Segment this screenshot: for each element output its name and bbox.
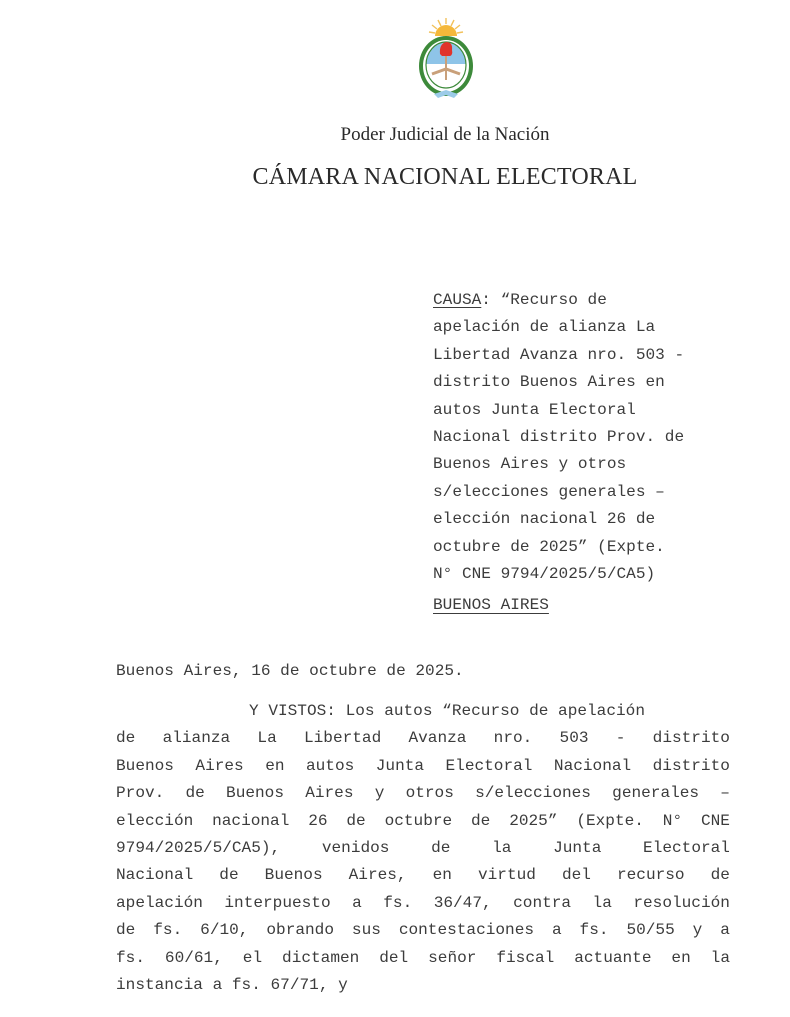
institution-heading: Poder Judicial de la Nación [340, 124, 550, 145]
body-word: sus [351, 921, 381, 940]
body-word: de [431, 838, 451, 857]
causa-label: CAUSA [433, 291, 482, 309]
body-word: del [379, 948, 409, 967]
body-word: fs. [153, 921, 183, 940]
resolution-body-paragraph [116, 698, 730, 999]
body-word: N° [662, 811, 683, 830]
body-word: Junta [375, 756, 425, 775]
causa-line: autos Junta Electoral [433, 400, 636, 419]
body-word: dictamen [282, 948, 360, 967]
body-word: obrando [266, 921, 334, 940]
body-word: de [116, 921, 136, 940]
body-word: octubre [384, 811, 453, 830]
body-word: del [561, 866, 591, 885]
body-word: a [551, 921, 562, 940]
body-word: Buenos [116, 756, 174, 775]
body-word: Prov. [116, 784, 165, 803]
body-word: generales [612, 784, 700, 803]
body-word: a [352, 893, 362, 912]
body-line [116, 808, 730, 835]
body-word: la [592, 893, 612, 912]
coat-of-arms-icon [416, 14, 476, 102]
body-word: Libertad [303, 729, 382, 748]
body-word: Aires [305, 784, 354, 803]
causa-line: distrito Buenos Aires en [433, 373, 665, 392]
body-line [116, 753, 730, 780]
body-word: Junta [553, 838, 602, 857]
body-word: 26 [308, 811, 328, 830]
body-word: venidos [321, 838, 390, 857]
body-word: contra [513, 893, 572, 912]
date-line: Buenos Aires, 16 de octubre de 2025. [116, 662, 464, 680]
causa-line: N° CNE 9794/2025/5/CA5) [433, 565, 656, 584]
causa-line: s/elecciones generales – [433, 482, 665, 501]
causa-line: elección nacional 26 de [433, 510, 656, 529]
body-word: 50/55 [626, 921, 675, 940]
jurisdiction-label: BUENOS AIRES [433, 596, 549, 614]
body-word: resolución [633, 893, 730, 912]
body-line [116, 835, 730, 862]
body-word: de [471, 811, 491, 830]
body-word: Aires, [348, 866, 407, 885]
body-word: fs. [383, 893, 413, 912]
body-word: interpuesto [224, 893, 331, 912]
body-word: Buenos [264, 866, 323, 885]
causa-line: octubre de 2025” (Expte. [433, 537, 665, 556]
body-word: a [720, 921, 730, 940]
body-word: 503 [559, 729, 589, 748]
body-word: Aires [195, 756, 244, 775]
body-word: distrito [652, 729, 730, 748]
body-word: 36/47, [433, 893, 492, 912]
body-word: en [432, 866, 452, 885]
body-word: autos [305, 756, 355, 775]
body-word: recurso [616, 866, 685, 885]
body-word: de [116, 729, 136, 748]
body-line: Y VISTOS: Los autos “Recurso de apelación [249, 702, 645, 720]
body-line [116, 917, 730, 944]
body-word: Electoral [643, 838, 730, 857]
body-word: de [710, 866, 730, 885]
body-word: distrito [652, 756, 730, 775]
body-line [116, 945, 730, 972]
body-word: en [265, 756, 285, 775]
body-word: instancia a fs. 67/71, y [116, 975, 348, 994]
body-word: (Expte. [576, 811, 644, 830]
body-word: nacional [212, 811, 290, 830]
body-word: 9794/2025/5/CA5), [116, 838, 281, 857]
body-word: s/elecciones [475, 784, 591, 803]
body-word: elección [116, 811, 194, 830]
causa-line: Libertad Avanza nro. 503 - [433, 345, 685, 364]
causa-line: Buenos Aires y otros [433, 455, 627, 474]
body-word: Nacional [553, 756, 632, 775]
body-word: CNE [700, 811, 730, 830]
body-word: actuante [574, 948, 652, 967]
body-word: La [257, 729, 277, 748]
body-word: Avanza [408, 729, 467, 748]
body-word: de [346, 811, 366, 830]
body-line [116, 725, 730, 752]
body-word: de [185, 784, 205, 803]
body-word: fs. [116, 948, 145, 967]
causa-line: Nacional distrito Prov. de [433, 428, 685, 447]
case-caption-block [433, 287, 743, 588]
body-word: el [242, 948, 263, 967]
body-word: Nacional [116, 866, 194, 885]
body-word: la [710, 948, 730, 967]
body-word: en [671, 948, 691, 967]
body-word: 60/61, [164, 948, 223, 967]
causa-line: apelación de alianza La [433, 318, 656, 337]
body-word: alianza [162, 729, 231, 748]
causa-line: : “Recurso de [481, 291, 607, 309]
body-word: 6/10, [200, 921, 249, 940]
body-word: nro. [493, 729, 533, 748]
body-word: Electoral [445, 756, 533, 775]
court-title: CÁMARA NACIONAL ELECTORAL [252, 164, 638, 190]
body-word: señor [428, 948, 477, 967]
body-word: - [615, 729, 626, 748]
body-word: Buenos [226, 784, 284, 803]
body-line [116, 780, 730, 807]
argentina-coat-of-arms-emblem [416, 14, 476, 102]
body-word: contestaciones [398, 921, 535, 940]
body-word: – [720, 784, 730, 803]
body-word: la [492, 838, 512, 857]
body-line [116, 972, 730, 999]
body-word: fs. [579, 921, 609, 940]
body-word: y [692, 921, 703, 940]
body-line [116, 890, 730, 917]
body-word: 2025” [509, 811, 558, 830]
body-word: de [219, 866, 239, 885]
body-word: virtud [477, 866, 536, 885]
body-word: apelación [116, 893, 203, 912]
body-line [116, 862, 730, 889]
body-word: fiscal [496, 948, 555, 967]
body-word: y [374, 784, 385, 803]
body-word: otros [405, 784, 454, 803]
